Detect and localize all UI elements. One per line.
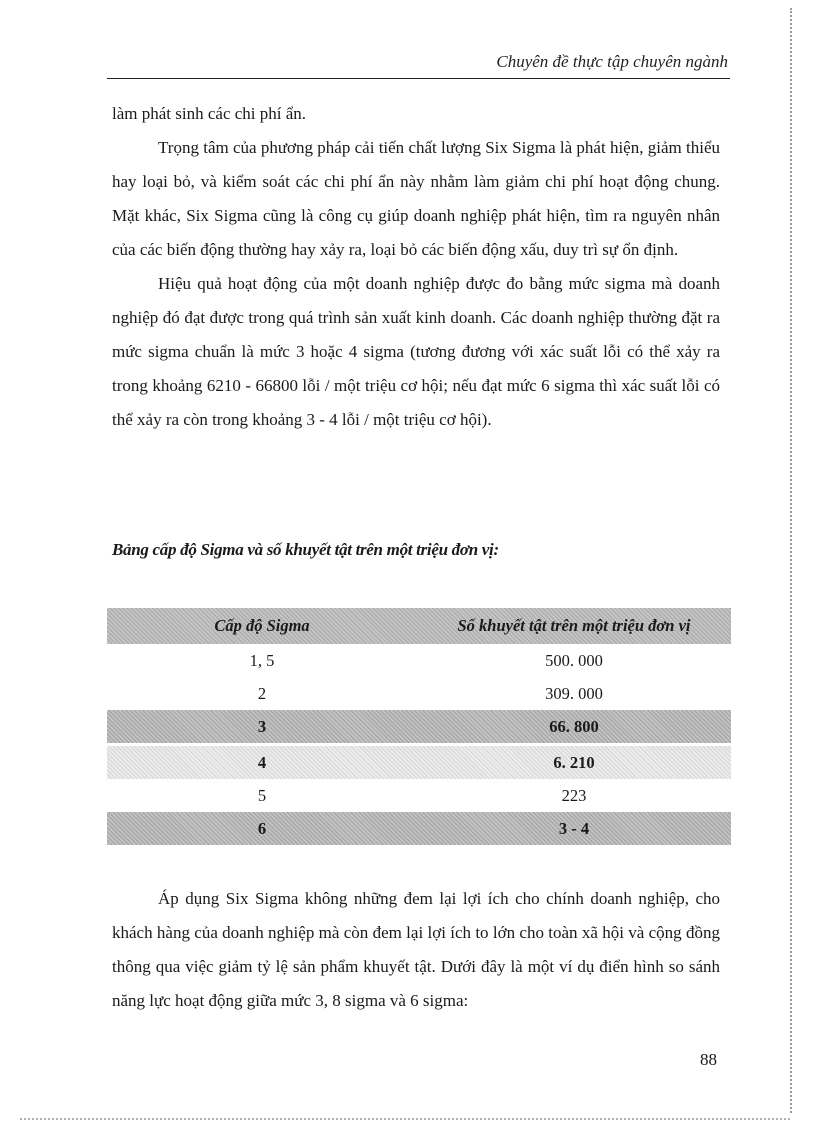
body-text-top (112, 97, 720, 437)
column-header-defects: Số khuyết tật trên một triệu đơn vị (457, 616, 691, 635)
cell-defects: 66. 800 (549, 716, 599, 736)
header-rule (107, 78, 730, 79)
page-frame-bottom (20, 1118, 790, 1120)
cell-level: 1, 5 (249, 650, 275, 670)
column-header-level: Cấp độ Sigma (214, 616, 310, 635)
table-row-highlighted (107, 812, 731, 845)
page-frame-right (790, 8, 792, 1113)
page-number: 88 (700, 1050, 717, 1069)
cell-defects: 6. 210 (553, 752, 595, 772)
paragraph-sigma-level: Hiệu quả hoạt động của một doanh nghiệp được đo bằng mức sigma mà doanh nghiệp đó đạt được trong quá trình sản xuất kinh doanh. Các doanh nghiệp thường đặt ra mức sigma chuẩn là mức 3 hoặc 4 sigma (tương đương với xác suất lỗi có thể xảy ra trong khoảng 6210 - 66800 lỗi / một triệu cơ hội; nếu đạt mức 6 sigma thì xác suất lỗi có thể xảy ra còn trong khoảng 3 - 4 lỗi / một triệu cơ hội). (112, 274, 720, 429)
body-text-bottom (112, 882, 720, 1018)
cell-defects: 500. 000 (545, 650, 603, 670)
table-row (107, 779, 731, 812)
sigma-table (107, 608, 731, 845)
paragraph-benefits: Áp dụng Six Sigma không những đem lại lợi ích cho chính doanh nghiệp, cho khách hàng của doanh nghiệp mà còn đem lại lợi ích to lớn cho toàn xã hội và cộng đồng thông qua việc giảm tỷ lệ sản phẩm khuyết tật. Dưới đây là một ví dụ điển hình so sánh năng lực hoạt động giữa mức 3, 8 sigma và 6 sigma: (112, 889, 720, 1010)
table-row (107, 644, 731, 677)
cell-defects: 3 - 4 (558, 818, 590, 838)
running-header: Chuyên đề thực tập chuyên ngành (496, 52, 728, 71)
table-row-highlighted (107, 746, 731, 779)
table-row-highlighted (107, 710, 731, 743)
paragraph-six-sigma-focus: Trọng tâm của phương pháp cải tiến chất lượng Six Sigma là phát hiện, giảm thiểu hay loại bỏ, và kiểm soát các chi phí ẩn này nhằm làm giảm chi phí hoạt động chung. Mặt khác, Six Sigma cũng là công cụ giúp doanh nghiệp phát hiện, tìm ra nguyên nhân của các biến động thường hay xảy ra, loại bỏ các biến động xấu, duy trì sự ổn định. (112, 138, 720, 259)
cell-level: 6 (257, 818, 267, 838)
table-caption: Bảng cấp độ Sigma và số khuyết tật trên một triệu đơn vị: (112, 540, 499, 559)
table-row (107, 677, 731, 710)
paragraph-continuation: làm phát sinh các chi phí ẩn. (112, 104, 307, 123)
cell-defects: 309. 000 (545, 683, 603, 703)
cell-defects: 223 (561, 785, 587, 805)
cell-level: 2 (257, 683, 267, 703)
cell-level: 4 (257, 752, 267, 772)
cell-level: 5 (257, 785, 267, 805)
table-header-row (107, 608, 731, 644)
cell-level: 3 (257, 716, 267, 736)
